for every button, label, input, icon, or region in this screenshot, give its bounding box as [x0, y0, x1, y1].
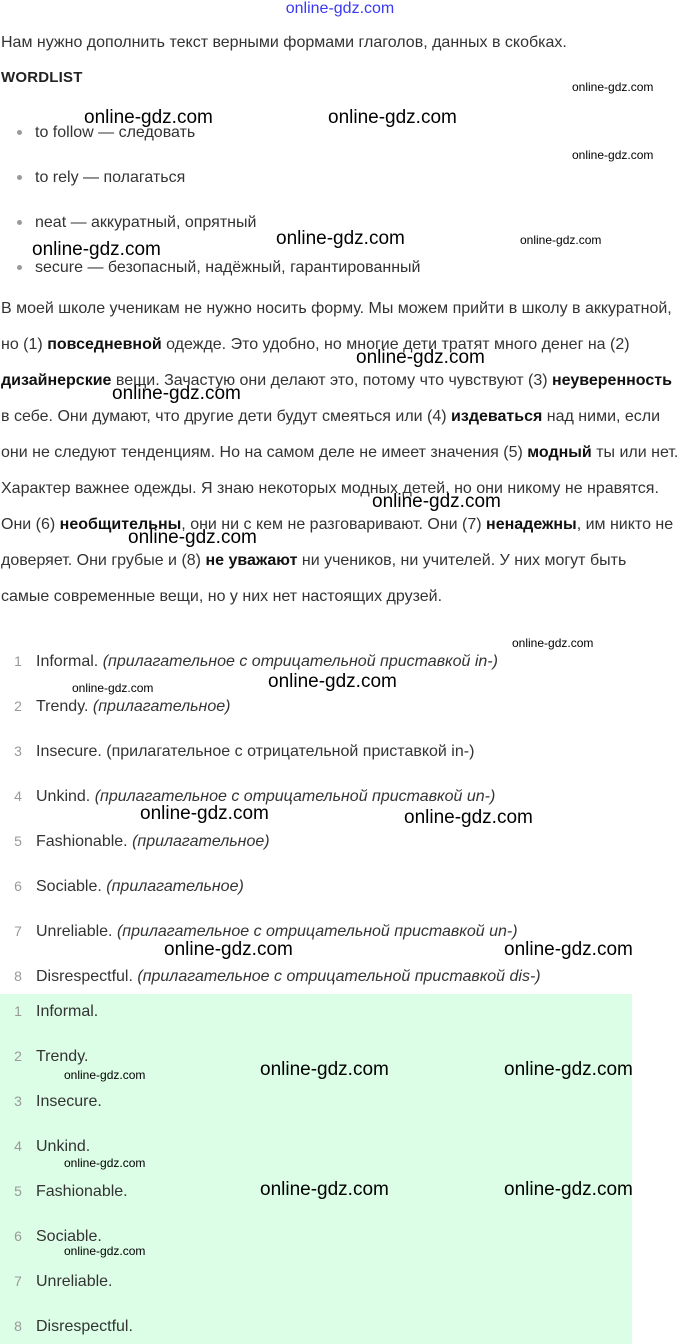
answer-word: повседневной: [47, 336, 162, 353]
watermark: online-gdz.com: [520, 233, 602, 247]
bullet-icon: [17, 265, 22, 270]
explanation-item: 3 Insecure. (прилагательное с отрицательной приставкой in-): [14, 743, 475, 760]
watermark: online-gdz.com: [64, 1156, 146, 1170]
answer-item: 1 Informal.: [14, 1003, 99, 1020]
translated-paragraph: В моей школе ученикам не нужно носить форму. Мы можем прийти в школу в аккуратной, но (1) повседневной одежде. Это удобно, но многие дети тратят много денег на (2) дизайнерские вещи. Зачастую они делают это, потому что чувствуют (3) неуверенность в себе. Они думают, что другие дети будут смеяться или (4) издеваться над ними, если они не следуют тенденциям. Но на самом деле не имеет значения (5) модный ты или нет. Характер важнее одежды. Я знаю некоторых модных детей, но они никому не нравятся. Они (6) необщительны, они ни с кем не разговаривают. Они (7) ненадежны, им никто не доверяет. Они грубые и (8) не уважают ни учеников, ни учителей. У них могут быть самые современные вещи, но у них нет настоящих друзей.: [1, 300, 679, 605]
answer-item: 7 Unreliable.: [14, 1273, 113, 1290]
watermark: online-gdz.com: [140, 803, 269, 824]
explanation-item: 4 Unkind. (прилагательное с отрицательной приставкой un-): [14, 788, 496, 805]
watermark: online-gdz.com: [356, 347, 485, 368]
watermark: online-gdz.com: [268, 671, 397, 692]
answer-item: 6 Sociable.: [14, 1228, 102, 1245]
watermark: online-gdz.com: [32, 239, 161, 260]
watermark: online-gdz.com: [504, 939, 633, 960]
watermark: online-gdz.com: [112, 383, 241, 404]
answer-word: необщительны: [59, 516, 182, 533]
watermark: online-gdz.com: [260, 1179, 389, 1200]
watermark: online-gdz.com: [372, 491, 501, 512]
explanation-item: 8 Disrespectful. (прилагательное с отрицательной приставкой dis-): [14, 968, 541, 985]
explanation-item: 1 Informal. (прилагательное с отрицательной приставкой in-): [14, 653, 498, 670]
watermark: online-gdz.com: [504, 1059, 633, 1080]
explanation-item: 5 Fashionable. (прилагательное): [14, 833, 270, 850]
answer-item: 8 Disrespectful.: [14, 1318, 133, 1335]
bullet-icon: [17, 220, 22, 225]
site-watermark-top: online-gdz.com: [285, 0, 395, 17]
watermark: online-gdz.com: [572, 148, 654, 162]
explanation-item: 7 Unreliable. (прилагательное с отрицательной приставкой un-): [14, 923, 518, 940]
answer-item: 2 Trendy.: [14, 1048, 89, 1065]
answer-word: издеваться: [451, 408, 543, 425]
task-instruction: Нам нужно дополнить текст верными формами глаголов, данных в скобках.: [1, 34, 567, 51]
watermark: online-gdz.com: [128, 527, 257, 548]
watermark: online-gdz.com: [328, 107, 457, 128]
watermark: online-gdz.com: [260, 1059, 389, 1080]
wordlist-item: to rely — полагаться: [17, 169, 185, 187]
answer-item: 4 Unkind.: [14, 1138, 91, 1155]
watermark: online-gdz.com: [164, 939, 293, 960]
wordlist-item: secure — безопасный, надёжный, гарантированный: [17, 259, 420, 277]
watermark: online-gdz.com: [72, 681, 154, 695]
answer-word: не уважают: [205, 552, 298, 569]
watermark: online-gdz.com: [84, 107, 213, 128]
answer-item: 3 Insecure.: [14, 1093, 102, 1110]
bullet-icon: [17, 175, 22, 180]
watermark: online-gdz.com: [504, 1179, 633, 1200]
wordlist-title: WORDLIST: [1, 69, 83, 86]
watermark: online-gdz.com: [64, 1068, 146, 1082]
answer-word: модный: [527, 444, 592, 461]
answer-word: дизайнерские: [1, 372, 112, 389]
watermark: online-gdz.com: [404, 807, 533, 828]
wordlist-item: to follow — следовать: [17, 124, 195, 142]
watermark: online-gdz.com: [572, 80, 654, 94]
explanation-item: 2 Trendy. (прилагательное): [14, 698, 231, 715]
watermark: online-gdz.com: [276, 228, 405, 249]
explanation-item: 6 Sociable. (прилагательное): [14, 878, 244, 895]
answer-word: ненадежны: [486, 516, 577, 533]
watermark: online-gdz.com: [64, 1244, 146, 1258]
answer-word: неуверенность: [552, 372, 672, 389]
watermark: online-gdz.com: [512, 636, 594, 650]
wordlist-item: neat — аккуратный, опрятный: [17, 214, 256, 232]
answer-item: 5 Fashionable.: [14, 1183, 128, 1200]
bullet-icon: [17, 130, 22, 135]
